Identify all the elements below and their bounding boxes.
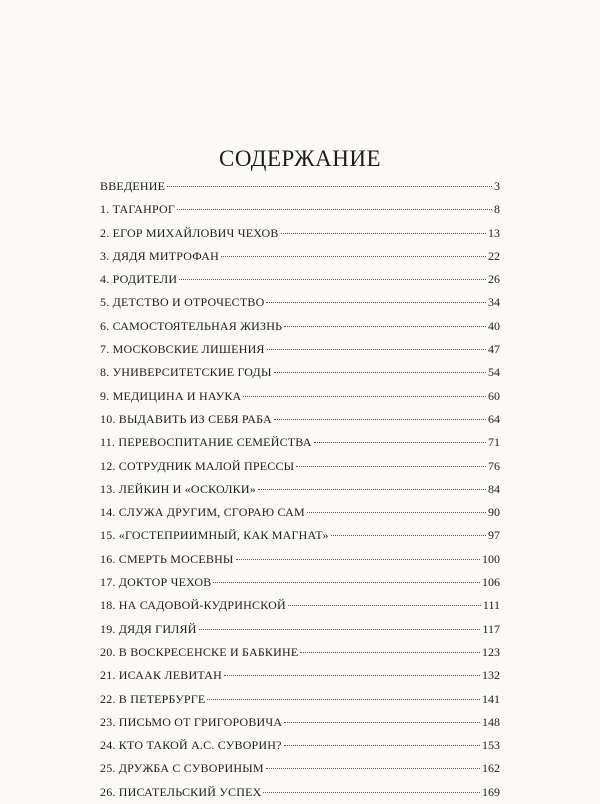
toc-entry bbox=[100, 757, 500, 780]
dot-leader bbox=[266, 302, 486, 303]
dot-leader bbox=[224, 675, 480, 676]
toc-entry-label: 1. ТАГАНРОГ bbox=[100, 202, 175, 217]
dot-leader bbox=[221, 256, 486, 257]
toc-entry-page-number: 106 bbox=[482, 575, 500, 590]
dot-leader bbox=[207, 699, 480, 700]
dot-leader bbox=[307, 512, 486, 513]
toc-entry-page-number: 60 bbox=[488, 388, 500, 403]
toc-entry bbox=[100, 455, 500, 478]
dot-leader bbox=[296, 466, 486, 467]
dot-leader bbox=[284, 722, 480, 723]
toc-entry bbox=[100, 291, 500, 314]
dot-leader bbox=[177, 209, 492, 210]
toc-entry-page-number: 71 bbox=[488, 435, 500, 450]
toc-entry-label: 16. СМЕРТЬ МОСЕВНЫ bbox=[100, 551, 234, 566]
toc-entry-page-number: 153 bbox=[482, 738, 500, 753]
toc-entry bbox=[100, 548, 500, 571]
toc-entry bbox=[100, 268, 500, 291]
toc-entry-label: 4. РОДИТЕЛИ bbox=[100, 272, 178, 287]
toc-entry bbox=[100, 734, 500, 757]
dot-leader bbox=[267, 349, 486, 350]
toc-entry bbox=[100, 524, 500, 547]
toc-entry-label: 25. ДРУЖБА С СУВОРИНЫМ bbox=[100, 761, 264, 776]
dot-leader bbox=[258, 489, 486, 490]
toc-entry bbox=[100, 408, 500, 431]
toc-entry bbox=[100, 245, 500, 268]
dot-leader bbox=[284, 326, 486, 327]
toc-entry bbox=[100, 385, 500, 408]
dot-leader bbox=[179, 279, 486, 280]
dot-leader bbox=[274, 372, 486, 373]
toc-entry-label: 12. СОТРУДНИК МАЛОЙ ПРЕССЫ bbox=[100, 458, 295, 473]
dot-leader bbox=[274, 419, 486, 420]
toc-entry-label: 19. ДЯДЯ ГИЛЯЙ bbox=[100, 621, 197, 636]
toc-entry-page-number: 76 bbox=[488, 458, 500, 473]
toc-entry-label: 7. МОСКОВСКИЕ ЛИШЕНИЯ bbox=[100, 342, 265, 357]
toc-entry-page-number: 54 bbox=[488, 365, 500, 380]
toc-entry-label: 23. ПИСЬМО ОТ ГРИГОРОВИЧА bbox=[100, 714, 283, 729]
toc-entry-label: 26. ПИСАТЕЛЬСКИЙ УСПЕХ bbox=[100, 784, 262, 799]
toc-entry-label: 21. ИСААК ЛЕВИТАН bbox=[100, 668, 223, 683]
toc-entry-label: 2. ЕГОР МИХАЙЛОВИЧ ЧЕХОВ bbox=[100, 225, 279, 240]
toc-entry bbox=[100, 222, 500, 245]
dot-leader bbox=[243, 396, 486, 397]
toc-entry-label: 6. САМОСТОЯТЕЛЬНАЯ ЖИЗНЬ bbox=[100, 318, 283, 333]
toc-entry-page-number: 64 bbox=[488, 411, 500, 426]
toc-entry-page-number: 3 bbox=[494, 179, 500, 193]
toc-entry-label: 15. «ГОСТЕПРИИМНЫЙ, КАК МАГНАТ» bbox=[100, 528, 329, 543]
toc-entry bbox=[100, 198, 500, 221]
toc-entry bbox=[100, 315, 500, 338]
dot-leader bbox=[199, 629, 481, 630]
toc-entry-label: 20. В ВОСКРЕСЕНСКЕ И БАБКИНЕ bbox=[100, 644, 299, 659]
toc-entry-label: 22. В ПЕТЕРБУРГЕ bbox=[100, 691, 206, 706]
toc-entry-page-number: 148 bbox=[482, 714, 500, 729]
toc-entry-page-number: 26 bbox=[488, 272, 500, 287]
dot-leader bbox=[314, 442, 486, 443]
toc-entry bbox=[100, 618, 500, 641]
toc-entry-page-number: 100 bbox=[482, 551, 500, 566]
toc-entry bbox=[100, 781, 500, 804]
toc-entry-label: 17. ДОКТОР ЧЕХОВ bbox=[100, 575, 212, 590]
table-of-contents bbox=[100, 175, 500, 804]
toc-entry-page-number: 22 bbox=[488, 248, 500, 263]
toc-entry bbox=[100, 431, 500, 454]
toc-entry-label: 9. МЕДИЦИНА И НАУКА bbox=[100, 388, 242, 403]
toc-entry-page-number: 117 bbox=[482, 621, 500, 636]
toc-entry-page-number: 169 bbox=[482, 784, 500, 799]
dot-leader bbox=[213, 582, 480, 583]
toc-entry-page-number: 40 bbox=[488, 318, 500, 333]
toc-entry bbox=[100, 501, 500, 524]
toc-entry-page-number: 84 bbox=[488, 481, 500, 496]
toc-entry-page-number: 34 bbox=[488, 295, 500, 310]
dot-leader bbox=[288, 605, 481, 606]
dot-leader bbox=[300, 652, 480, 653]
toc-entry-label: 8. УНИВЕРСИТЕТСКИЕ ГОДЫ bbox=[100, 365, 272, 380]
toc-entry-label: 13. ЛЕЙКИН И «ОСКОЛКИ» bbox=[100, 481, 256, 496]
toc-entry-label: 5. ДЕТСТВО И ОТРОЧЕСТВО bbox=[100, 295, 265, 310]
dot-leader bbox=[167, 186, 492, 187]
dot-leader bbox=[281, 233, 486, 234]
dot-leader bbox=[236, 559, 480, 560]
toc-entry-label: 11. ПЕРЕВОСПИТАНИЕ СЕМЕЙСТВА bbox=[100, 435, 312, 450]
toc-entry-page-number: 141 bbox=[482, 691, 500, 706]
toc-entry-page-number: 13 bbox=[488, 225, 500, 240]
toc-entry-page-number: 132 bbox=[482, 668, 500, 683]
dot-leader bbox=[331, 535, 486, 536]
toc-entry bbox=[100, 594, 500, 617]
toc-entry bbox=[100, 338, 500, 361]
toc-entry-page-number: 8 bbox=[494, 202, 500, 217]
toc-entry bbox=[100, 175, 500, 198]
toc-entry-page-number: 90 bbox=[488, 505, 500, 520]
toc-entry bbox=[100, 478, 500, 501]
page-title: СОДЕРЖАНИЕ bbox=[218, 146, 381, 171]
toc-entry bbox=[100, 361, 500, 384]
toc-entry-label: 18. НА САДОВОЙ-КУДРИНСКОЙ bbox=[100, 598, 286, 613]
toc-entry bbox=[100, 641, 500, 664]
toc-entry bbox=[100, 664, 500, 687]
toc-entry bbox=[100, 688, 500, 711]
dot-leader bbox=[284, 745, 480, 746]
toc-entry-page-number: 123 bbox=[482, 644, 500, 659]
toc-entry-label: 10. ВЫДАВИТЬ ИЗ СЕБЯ РАБА bbox=[100, 411, 272, 426]
toc-entry-label: ВВЕДЕНИЕ bbox=[100, 179, 166, 193]
toc-entry-label: 14. СЛУЖА ДРУГИМ, СГОРАЮ САМ bbox=[100, 505, 305, 520]
toc-entry bbox=[100, 571, 500, 594]
toc-entry-page-number: 111 bbox=[482, 598, 500, 613]
toc-entry-page-number: 162 bbox=[482, 761, 500, 776]
toc-entry-label: 24. КТО ТАКОЙ А.С. СУВОРИН? bbox=[100, 738, 282, 753]
dot-leader bbox=[263, 792, 480, 793]
dot-leader bbox=[266, 768, 480, 769]
toc-entry-label: 3. ДЯДЯ МИТРОФАН bbox=[100, 248, 219, 263]
toc-entry bbox=[100, 711, 500, 734]
toc-entry-page-number: 47 bbox=[488, 342, 500, 357]
toc-entry-page-number: 97 bbox=[488, 528, 500, 543]
